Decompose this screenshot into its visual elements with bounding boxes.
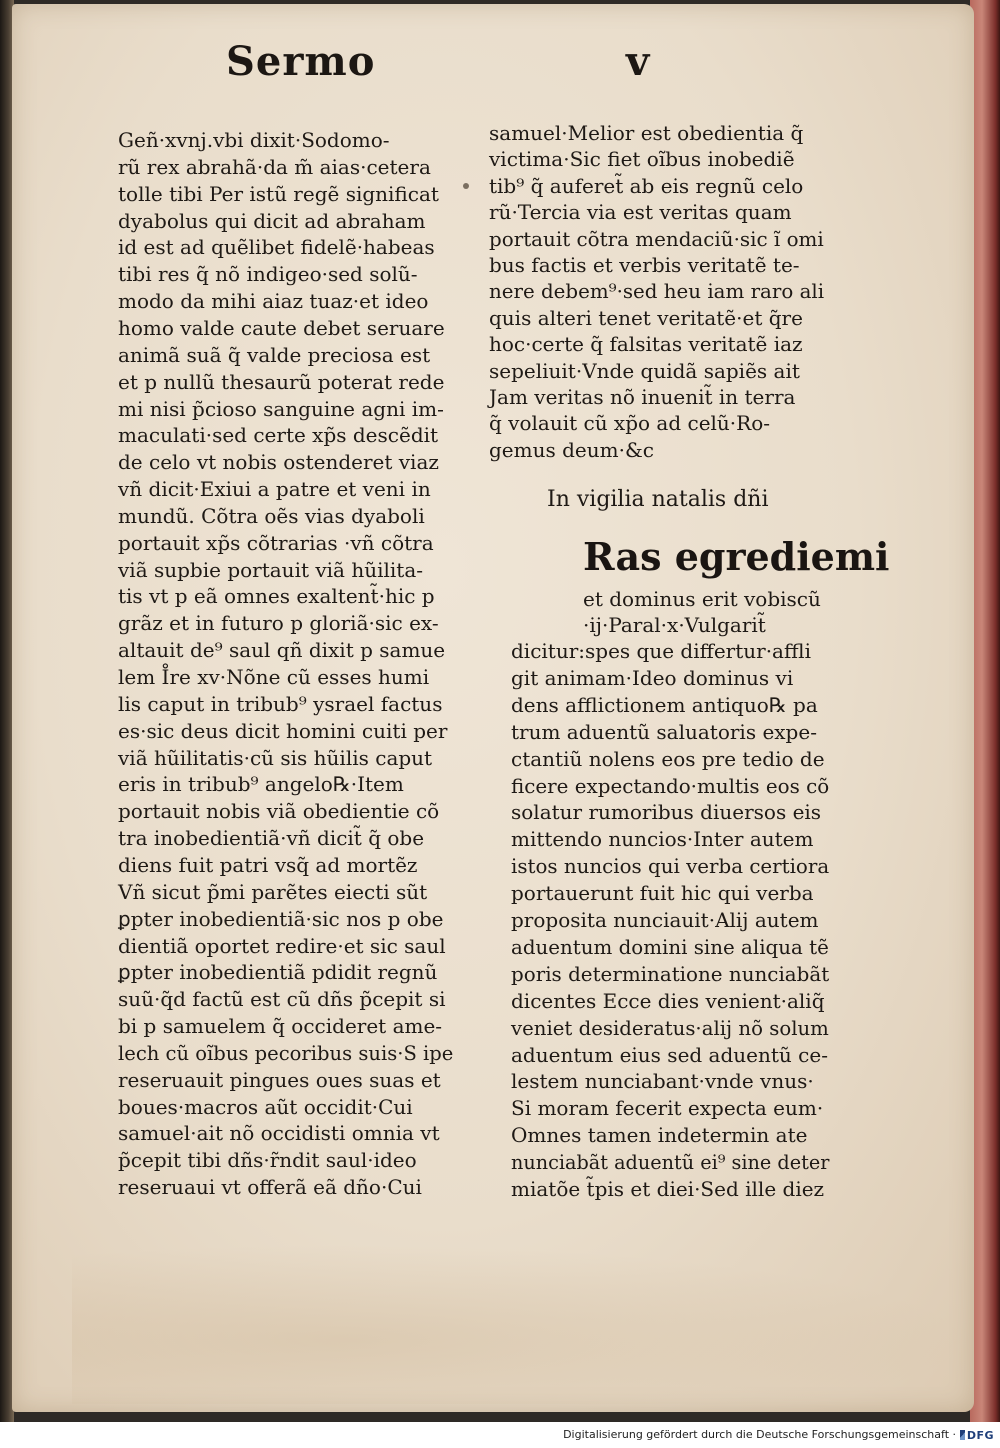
text-line: viã supbie portauit viã hũilita- [118,557,423,582]
text-line: mi nisi p̃cioso sanguine agni im- [118,396,444,421]
paper-hole [463,183,469,189]
page-edge-right [970,0,1000,1422]
text-line: es·sic deus dicit homini cuiti per [118,718,448,743]
text-line: reseruauit pingues oues suas et [118,1067,441,1092]
dfg-logo-text: DFG [966,1428,994,1442]
text-line: ficere expectando·multis eos cõ [511,773,830,798]
sermon-opening-initial-line: Ras egrediemi [583,534,890,579]
text-line: istos nuncios qui verba certiora [511,854,830,879]
text-line: ctantiũ nolens eos pre tedio de [511,746,825,771]
text-line: miatõe t̃pis et diei·Sed ille diez [511,1177,825,1201]
text-line: eris in tribub⁹ angelo℞·Item [118,772,404,797]
text-line: altauit de⁹ saul qñ dixit p samue [118,638,446,663]
sermon-intro-line-2: ·ij·Paral·x·Vulgarit̃ [583,613,766,637]
text-line: aduentum domini sine aliqua tẽ [511,934,829,959]
text-line: victima·Sic fiet oĩbus inobediẽ [489,147,795,172]
text-line: Geñ·xvnj.vbi dixit·Sodomo- [118,128,390,152]
text-line: dicitur:spes que differtur·affli [511,639,811,663]
text-line: lestem nunciabant·vnde vnus· [511,1069,814,1094]
text-line: aduentum eius sed aduentũ ce- [511,1042,828,1067]
text-line: de celo vt nobis ostenderet viaz [118,450,439,475]
text-line: viã hũilitatis·cũ sis hũilis caput [118,745,433,770]
text-line: dientiã oportet redire·et sic saul [118,933,446,958]
text-line: proposita nunciauit·Alij autem [511,908,819,932]
text-line: git animam·Ideo dominus vi [511,665,794,690]
text-line: Omnes tamen indetermin ate [511,1123,808,1148]
text-line: portauit nobis viã obedientie cõ [118,799,440,824]
text-line: hoc·certe q̃ falsitas veritatẽ iaz [489,332,803,357]
text-line: portauit xp̃s cõtrarias ·vñ cõtra [118,530,434,555]
text-line: ꝑpter inobedientiã·sic nos p obe [118,906,444,931]
running-head-right: v [626,38,651,85]
text-line: trum aduentũ saluatoris expe- [511,719,817,744]
text-line: mundũ. Cõtra oẽs vias dyaboli [118,503,425,528]
text-line: quis alteri tenet veritatẽ·et q̃re [489,305,803,330]
text-line: homo valde caute debet seruare [118,315,445,340]
text-line: lis caput in tribub⁹ ysrael factus [118,691,443,716]
text-line: grãz et in futuro p gloriã·sic ex- [118,611,439,636]
dfg-logo [960,1426,994,1444]
text-line: portauit cõtra mendaciũ·sic ĩ omi [489,226,824,251]
text-line: tra inobedientiã·vñ dicit̃ q̃ obe [118,826,425,851]
text-line: rũ·Tercia via est veritas quam [489,200,792,225]
text-line: Vñ sicut p̃mi parẽtes eiecti sũt [118,879,428,904]
text-line: q̃ volauit cũ xp̃o ad celũ·Ro- [489,411,771,436]
text-line: maculati·sed certe xp̃s descẽdit [118,423,439,448]
text-line: Si moram fecerit expecta eum· [511,1096,824,1121]
text-line: bus factis et verbis veritatẽ te- [489,253,800,277]
text-line: bi p samuelem q̃ occideret ame- [118,1014,443,1039]
text-line: lech cũ oĩbus pecoribus suis·S ipe [118,1040,454,1065]
sermon-intro-line-1: et dominus erit vobiscũ [583,587,821,611]
text-line: gemus deum·&c [489,437,654,462]
text-line: ꝑpter inobedientiã pdidit regnũ [118,960,438,985]
text-line: samuel·Melior est obedientia q̃ [489,121,804,145]
text-line: poris determinatione nunciabãt [511,961,830,986]
text-line: diens fuit patri vsq̃ ad mortẽz [118,852,418,877]
text-line: et p nullũ thesaurũ poterat rede [118,369,445,394]
dfg-logo-icon [960,1430,965,1440]
running-head-left: Sermo [226,38,376,85]
text-line: tolle tibi Per istũ regẽ significat [118,181,439,206]
text-line: p̃cepit tibi dñs·r̃ndit saul·ideo [118,1148,417,1173]
text-line: suũ·q̃d factũ est cũ dñs p̃cepit si [118,987,446,1012]
footer-credit-text: Digitalisierung gefördert durch die Deutsche Forschungsgemeinschaft · [563,1428,956,1441]
text-line: portauerunt fuit hic qui verba [511,881,814,906]
text-line: sepeliuit·Vnde quidã sapiẽs ait [489,358,800,383]
text-line: nere debem⁹·sed heu iam raro ali [489,279,825,304]
text-line: animã suã q̃ valde preciosa est [118,342,431,367]
text-line: rũ rex abrahã·da m̃ aias·cetera [118,154,431,179]
text-line: tis vt p eã omnes exaltent̃·hic p [118,584,435,609]
text-line: dicentes Ecce dies venient·aliq̃ [511,988,825,1013]
text-line: id est ad quẽlibet fidelẽ·habeas [118,235,435,260]
text-line: boues·macros aũt occidit·Cui [118,1094,413,1119]
text-line: tib⁹ q̃ auferet̃ ab eis regnũ celo [489,173,804,198]
paper-stain [72,1244,972,1404]
rubric-heading: In vigilia natalis dñi [547,487,769,512]
text-line: dens afflictionem antiquo℞ pa [511,692,818,717]
text-line: tibi res q̃ nõ indigeo·sed solũ- [118,262,418,287]
text-line: veniet desideratus·alij nõ solum [511,1015,829,1040]
text-line: Jam veritas nõ inuenit̃ in terra [489,385,796,409]
text-line: mittendo nuncios·Inter autem [511,827,814,852]
text-line: lem I̊re xv·Nõne cũ esses humi [118,665,430,689]
text-line: dyabolus qui dicit ad abraham [118,208,426,233]
text-line: solatur rumoribus diuersos eis [511,800,822,825]
text-line: samuel·ait nõ occidisti omnia vt [118,1121,440,1146]
footer-bar [0,1422,1000,1448]
text-line: nunciabãt aduentũ ei⁹ sine deter [511,1150,830,1175]
text-line: modo da mihi aiaz tuaz·et ideo [118,289,429,314]
text-line: reseruaui vt offerã eã dño·Cui [118,1175,422,1200]
text-line: vñ dicit·Exiui a patre et veni in [118,477,431,502]
